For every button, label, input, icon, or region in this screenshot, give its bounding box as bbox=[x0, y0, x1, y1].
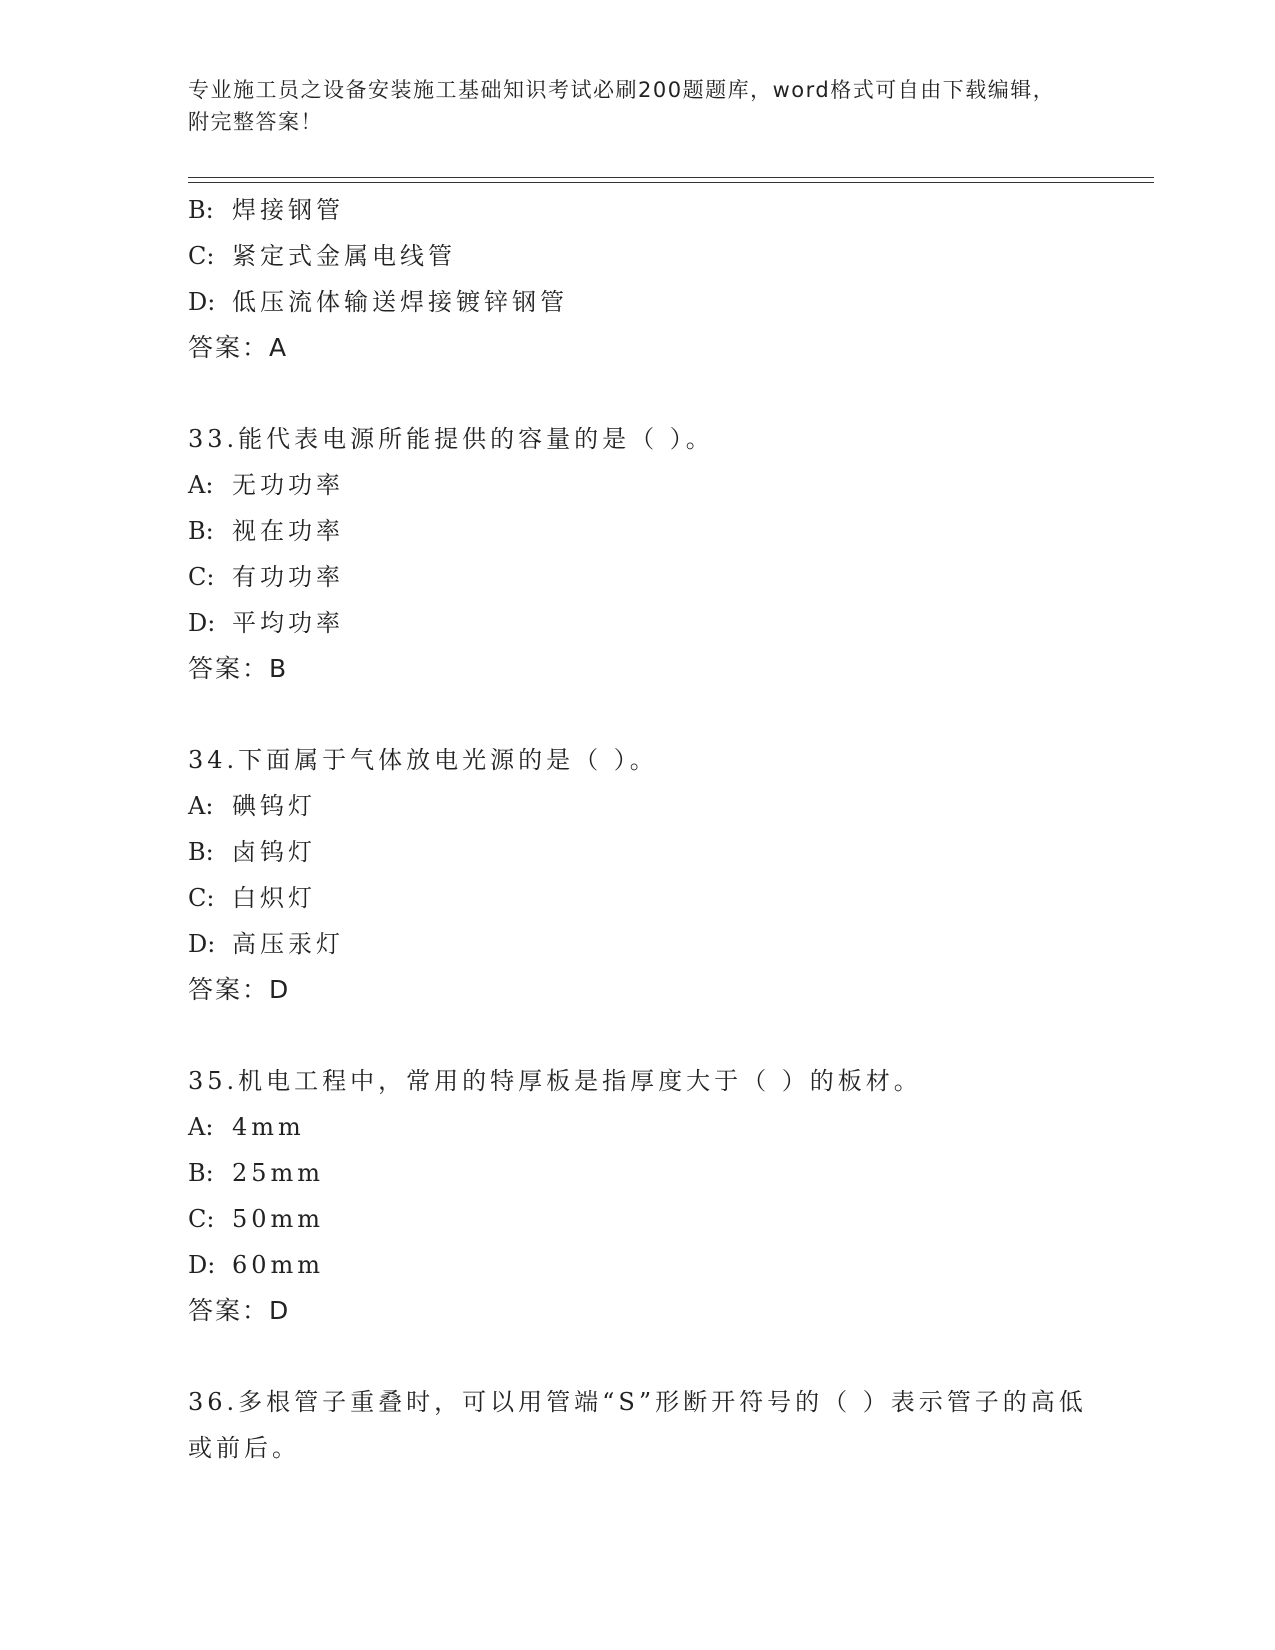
option-c: C: 有功功率 bbox=[188, 563, 344, 591]
question-text: 33.能代表电源所能提供的容量的是（ ）。 bbox=[188, 425, 714, 453]
option-d: D: 平均功率 bbox=[188, 609, 344, 637]
answer-line: 答案：D bbox=[188, 1296, 291, 1325]
question-list bbox=[188, 187, 1088, 1471]
option-b: B: 25mm bbox=[188, 1159, 325, 1187]
option-d: D: 低压流体输送焊接镀锌钢管 bbox=[188, 288, 568, 316]
answer-line: 答案：D bbox=[188, 975, 291, 1004]
document-header bbox=[188, 74, 1068, 138]
option-b: B: 卤钨灯 bbox=[188, 838, 316, 866]
option-a: A: 无功功率 bbox=[188, 471, 344, 499]
question-block-34 bbox=[188, 737, 1088, 1013]
spacer bbox=[188, 1334, 1088, 1379]
question-text: 34.下面属于气体放电光源的是（ ）。 bbox=[188, 746, 658, 774]
header-divider-bottom bbox=[188, 182, 1154, 183]
option-c: C: 白炽灯 bbox=[188, 884, 316, 912]
spacer bbox=[188, 371, 1088, 416]
option-c: C: 紧定式金属电线管 bbox=[188, 242, 456, 270]
header-divider-top bbox=[188, 177, 1154, 178]
question-block-35 bbox=[188, 1058, 1088, 1334]
option-b: B: 视在功率 bbox=[188, 517, 344, 545]
option-b: B: 焊接钢管 bbox=[188, 196, 344, 224]
option-c: C: 50mm bbox=[188, 1205, 325, 1233]
question-block-36 bbox=[188, 1379, 1088, 1471]
option-d: D: 60mm bbox=[188, 1251, 325, 1279]
spacer bbox=[188, 692, 1088, 737]
option-d: D: 高压汞灯 bbox=[188, 930, 344, 958]
question-block-33 bbox=[188, 416, 1088, 692]
spacer bbox=[188, 1013, 1088, 1058]
question-text: 35.机电工程中，常用的特厚板是指厚度大于（ ）的板材。 bbox=[188, 1067, 922, 1095]
header-title: 专业施工员之设备安装施工基础知识考试必刷200题题库，word格式可自由下载编辑，附完整答案！ bbox=[188, 78, 1056, 134]
answer-line: 答案：B bbox=[188, 654, 289, 683]
question-text: 36.多根管子重叠时，可以用管端“S”形断开符号的（ ）表示管子的高低或前后。 bbox=[188, 1388, 1087, 1462]
option-a: A: 碘钨灯 bbox=[188, 792, 316, 820]
option-a: A: 4mm bbox=[188, 1113, 305, 1141]
question-block-32 bbox=[188, 187, 1088, 371]
answer-line: 答案：A bbox=[188, 333, 289, 362]
